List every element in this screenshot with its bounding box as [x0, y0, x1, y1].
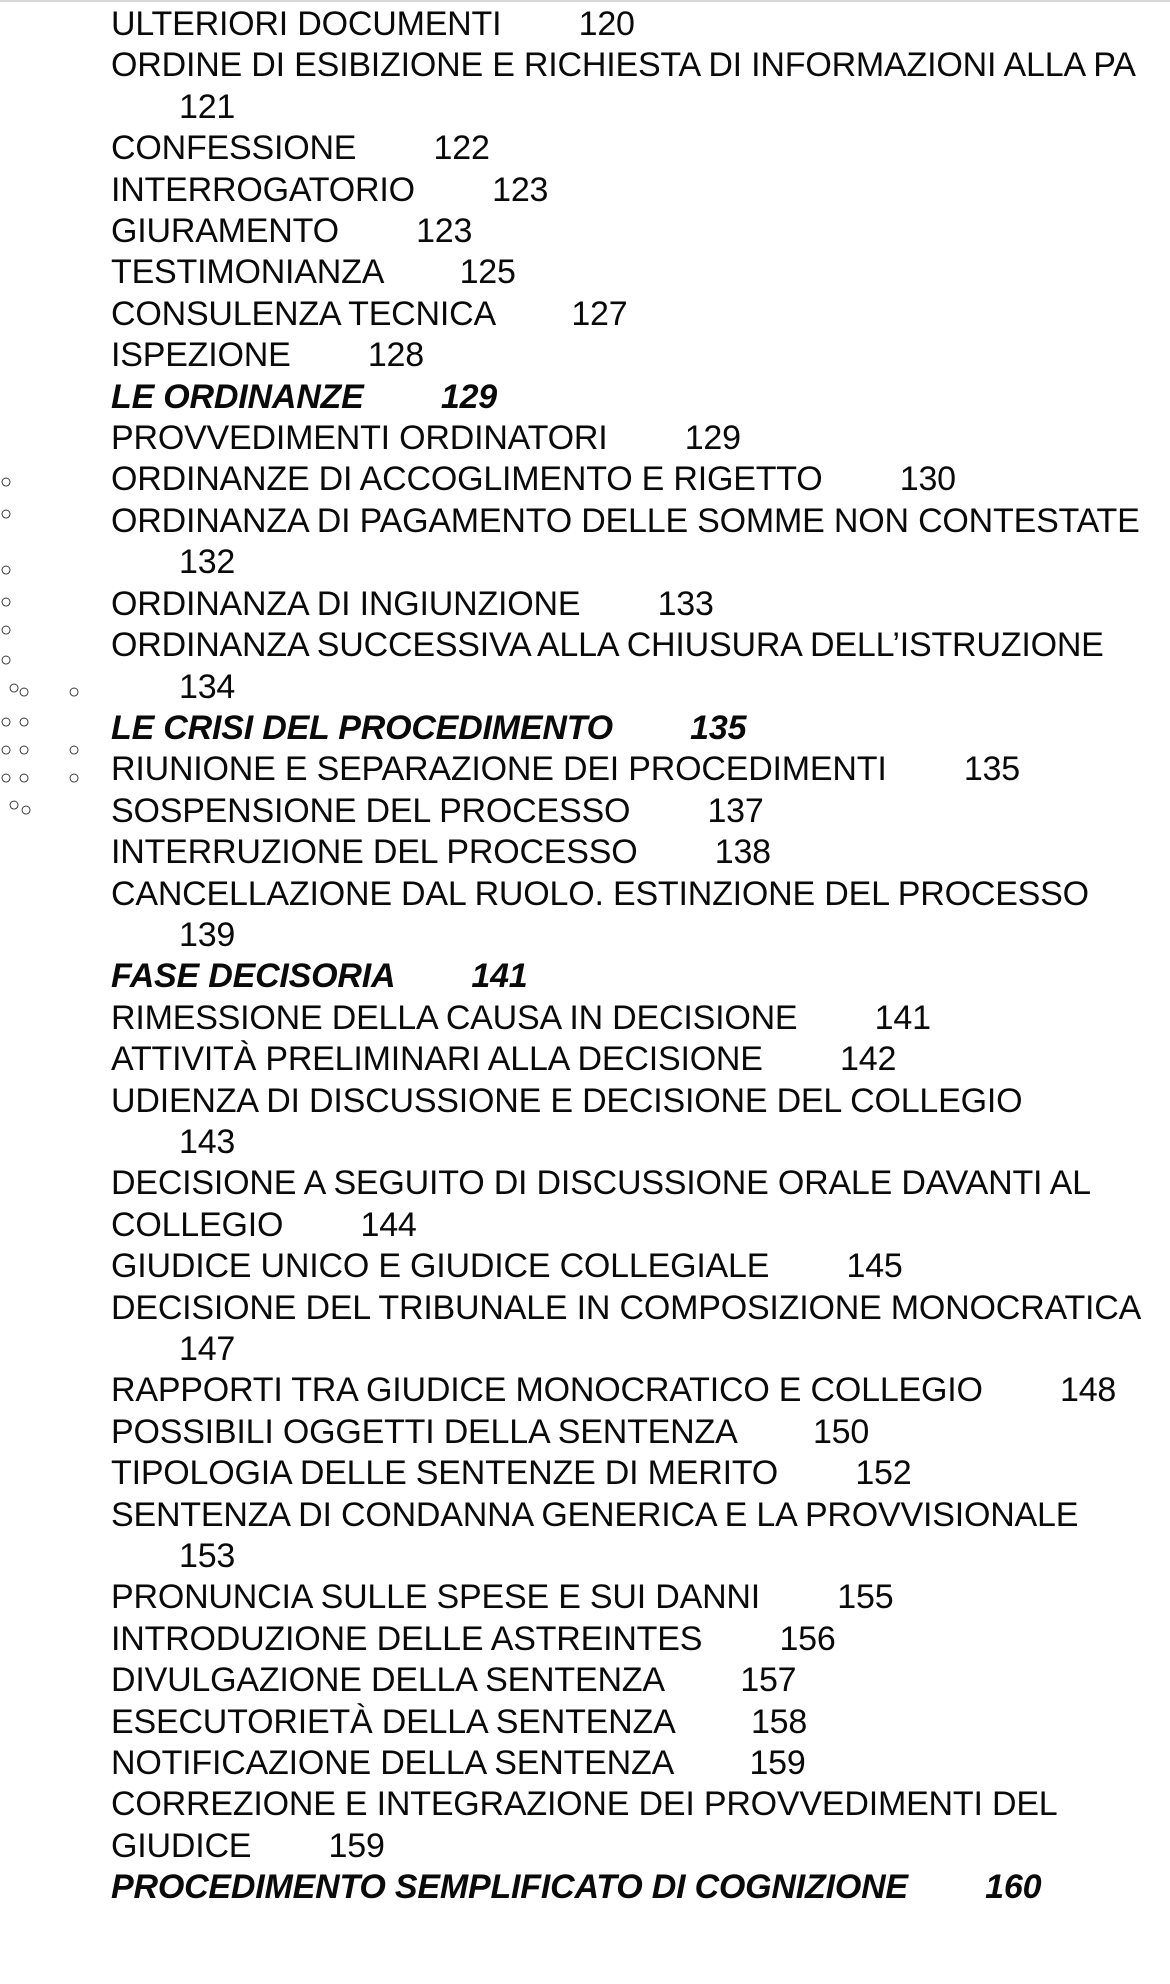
- toc-entry-page-number: 122: [433, 129, 490, 168]
- toc-entry[interactable]: [111, 501, 1151, 584]
- toc-entry-title: ESECUTORIETÀ DELLA SENTENZA: [111, 1702, 674, 1741]
- toc-entry[interactable]: [111, 1743, 1151, 1784]
- toc-entry[interactable]: [111, 1577, 1151, 1618]
- toc-section-heading[interactable]: [111, 956, 1151, 997]
- toc-entry[interactable]: [111, 1619, 1151, 1660]
- toc-entry-page-number: 145: [846, 1247, 903, 1286]
- toc-entry[interactable]: [111, 1412, 1151, 1453]
- toc-entry-title: ORDINANZE DI ACCOGLIMENTO E RIGETTO: [111, 460, 823, 499]
- toc-entry-page-number: 135: [690, 708, 747, 747]
- toc-section-heading[interactable]: [111, 377, 1151, 418]
- toc-entry-title: GIURAMENTO: [111, 212, 339, 251]
- toc-entry-page-number: 120: [578, 5, 635, 43]
- toc-entry-title: NOTIFICAZIONE DELLA SENTENZA: [111, 1744, 673, 1783]
- toc-entry-title: DECISIONE DEL TRIBUNALE IN COMPOSIZIONE MONOCRATICA: [111, 1288, 1140, 1327]
- toc-entry-title: ORDINANZA SUCCESSIVA ALLA CHIUSURA DELL’ISTRUZIONE: [111, 626, 1104, 665]
- toc-entry-page-number: 142: [840, 1040, 897, 1079]
- toc-entry-page-number: 152: [855, 1454, 912, 1493]
- toc-entry-page-number: 133: [657, 584, 714, 623]
- toc-entry[interactable]: [111, 625, 1151, 708]
- toc-entry[interactable]: [111, 1288, 1151, 1371]
- page-top-rule: [0, 0, 1170, 2]
- toc-entry-page-number: 147: [179, 1330, 236, 1368]
- table-of-contents: [111, 4, 1151, 1909]
- toc-entry-page-number: 159: [749, 1744, 806, 1783]
- toc-entry[interactable]: [111, 128, 1151, 169]
- toc-entry-title: SOSPENSIONE DEL PROCESSO: [111, 791, 631, 830]
- toc-entry[interactable]: [111, 1163, 1151, 1246]
- toc-section-heading[interactable]: [111, 1867, 1151, 1908]
- toc-entry-page-number: 134: [179, 667, 236, 706]
- toc-entry-title: CONFESSIONE: [111, 129, 357, 168]
- toc-entry[interactable]: [111, 791, 1151, 832]
- toc-entry-title: SENTENZA DI CONDANNA GENERICA E LA PROVVISIONALE: [111, 1495, 1079, 1534]
- toc-entry-title: PRONUNCIA SULLE SPESE E SUI DANNI: [111, 1578, 761, 1617]
- toc-entry-page-number: 141: [874, 998, 931, 1037]
- toc-entry[interactable]: [111, 418, 1151, 459]
- toc-entry[interactable]: [111, 1495, 1151, 1578]
- toc-entry-title: PROVVEDIMENTI ORDINATORI: [111, 419, 608, 458]
- toc-entry-page-number: 129: [440, 377, 497, 416]
- toc-entry-page-number: 129: [684, 419, 741, 458]
- toc-entry-title: ATTIVITÀ PRELIMINARI ALLA DECISIONE: [111, 1040, 763, 1079]
- toc-entry-page-number: 130: [899, 460, 956, 499]
- toc-entry[interactable]: [111, 1081, 1151, 1164]
- toc-entry[interactable]: [111, 1784, 1151, 1867]
- toc-entry[interactable]: [111, 1039, 1151, 1080]
- toc-entry-title: CORREZIONE E INTEGRAZIONE DEI PROVVEDIMENTI DEL GIUDICE: [111, 1785, 1057, 1865]
- toc-entry-title: DIVULGAZIONE DELLA SENTENZA: [111, 1661, 663, 1700]
- toc-entry-title: CANCELLAZIONE DAL RUOLO. ESTINZIONE DEL PROCESSO: [111, 874, 1089, 913]
- toc-entry-title: RIUNIONE E SEPARAZIONE DEI PROCEDIMENTI: [111, 750, 887, 789]
- toc-entry-page-number: 123: [416, 212, 473, 251]
- toc-entry[interactable]: [111, 459, 1151, 500]
- toc-entry[interactable]: [111, 335, 1151, 376]
- toc-entry-page-number: 141: [471, 957, 528, 996]
- toc-entry[interactable]: [111, 749, 1151, 790]
- toc-entry-page-number: 123: [492, 170, 549, 209]
- toc-entry-page-number: 128: [367, 336, 424, 375]
- toc-entry-title: PROCEDIMENTO SEMPLIFICATO DI COGNIZIONE: [111, 1868, 908, 1907]
- toc-entry-title: RAPPORTI TRA GIUDICE MONOCRATICO E COLLEGIO: [111, 1371, 983, 1410]
- toc-entry[interactable]: [111, 4, 1151, 45]
- toc-entry-title: CONSULENZA TECNICA: [111, 294, 495, 333]
- toc-entry-page-number: 157: [740, 1661, 797, 1700]
- toc-entry[interactable]: [111, 584, 1151, 625]
- toc-entry-page-number: 153: [179, 1537, 236, 1576]
- toc-entry-title: ORDINE DI ESIBIZIONE E RICHIESTA DI INFORMAZIONI ALLA PA: [111, 46, 1134, 85]
- toc-entry-title: FASE DECISORIA: [111, 957, 395, 996]
- toc-entry[interactable]: [111, 211, 1151, 252]
- toc-entry-page-number: 159: [328, 1826, 385, 1865]
- toc-entry-title: ORDINANZA DI PAGAMENTO DELLE SOMME NON CONTESTATE: [111, 501, 1140, 540]
- toc-entry[interactable]: [111, 294, 1151, 335]
- toc-entry-page-number: 138: [714, 833, 771, 872]
- toc-entry-title: TIPOLOGIA DELLE SENTENZE DI MERITO: [111, 1454, 779, 1493]
- toc-entry[interactable]: [111, 1453, 1151, 1494]
- toc-entry-page-number: 155: [837, 1578, 894, 1617]
- toc-entry-page-number: 143: [179, 1122, 236, 1161]
- toc-section-heading[interactable]: [111, 708, 1151, 749]
- toc-entry-page-number: 148: [1060, 1371, 1117, 1410]
- toc-entry-page-number: 158: [750, 1702, 808, 1741]
- toc-entry-title: TESTIMONIANZA: [111, 253, 383, 292]
- toc-entry-page-number: 144: [360, 1205, 417, 1244]
- toc-entry-page-number: 156: [779, 1619, 836, 1658]
- toc-entry[interactable]: [111, 170, 1151, 211]
- toc-entry-page-number: 135: [963, 750, 1020, 789]
- toc-entry[interactable]: [111, 1246, 1151, 1287]
- toc-entry-page-number: 125: [459, 253, 516, 292]
- toc-entry-title: LE CRISI DEL PROCEDIMENTO: [111, 708, 613, 747]
- toc-entry-title: ISPEZIONE: [111, 336, 291, 375]
- toc-entry[interactable]: [111, 832, 1151, 873]
- toc-entry-page-number: 121: [179, 87, 236, 126]
- toc-entry-title: INTERRUZIONE DEL PROCESSO: [111, 833, 638, 872]
- toc-entry[interactable]: [111, 252, 1151, 293]
- toc-entry-title: RIMESSIONE DELLA CAUSA IN DECISIONE: [111, 998, 798, 1037]
- toc-entry-title: GIUDICE UNICO E GIUDICE COLLEGIALE: [111, 1247, 770, 1286]
- toc-entry-title: POSSIBILI OGGETTI DELLA SENTENZA: [111, 1412, 736, 1451]
- toc-entry[interactable]: [111, 1660, 1151, 1701]
- toc-entry-page-number: 139: [179, 915, 236, 954]
- toc-entry-title: ULTERIORI DOCUMENTI: [111, 5, 502, 43]
- toc-entry[interactable]: [111, 874, 1151, 957]
- toc-entry[interactable]: [111, 45, 1151, 128]
- toc-entry-title: INTERROGATORIO: [111, 170, 415, 209]
- toc-entry-title: UDIENZA DI DISCUSSIONE E DECISIONE DEL COLLEGIO: [111, 1081, 1023, 1120]
- toc-entry-page-number: 150: [812, 1412, 870, 1451]
- toc-entry[interactable]: [111, 1702, 1151, 1743]
- toc-entry-title: DECISIONE A SEGUITO DI DISCUSSIONE ORALE DAVANTI AL COLLEGIO: [111, 1164, 1090, 1244]
- toc-entry[interactable]: [111, 998, 1151, 1039]
- toc-entry-page-number: 137: [707, 791, 764, 830]
- toc-entry-page-number: 160: [985, 1868, 1042, 1907]
- toc-entry[interactable]: [111, 1370, 1151, 1411]
- toc-entry-title: ORDINANZA DI INGIUNZIONE: [111, 584, 581, 623]
- toc-entry-page-number: 127: [571, 294, 628, 333]
- toc-entry-page-number: 132: [179, 543, 236, 582]
- toc-entry-title: INTRODUZIONE DELLE ASTREINTES: [111, 1619, 703, 1658]
- margin-marks: ○ ○ ○ ○ ○ ○ ○ ○ ○ ○ ○ ○ ○ ○ ○ ○ ○ ○ ○: [0, 471, 81, 821]
- toc-entry-title: LE ORDINANZE: [111, 377, 364, 416]
